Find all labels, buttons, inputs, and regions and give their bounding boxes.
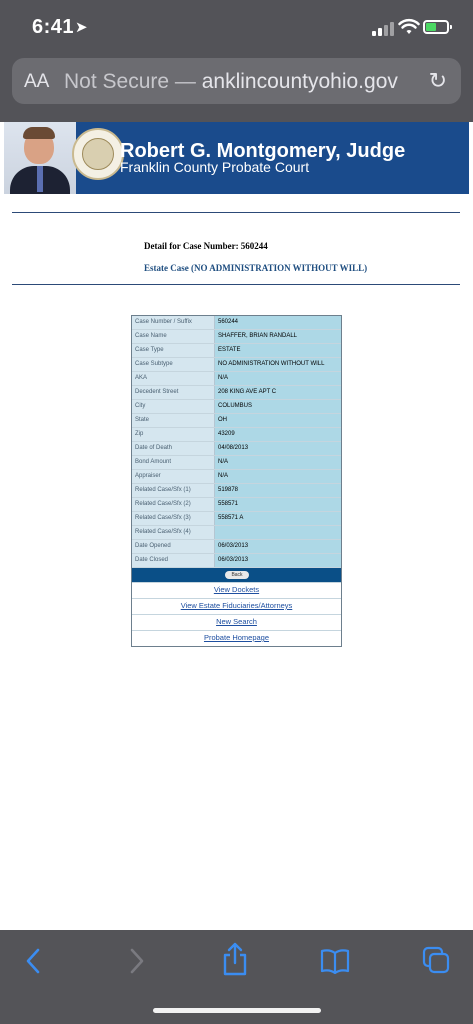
field-value: 208 KING AVE APT C: [215, 386, 341, 399]
field-label: Zip: [132, 428, 215, 441]
table-row: [132, 358, 341, 372]
view-dockets-link[interactable]: View Dockets: [132, 582, 341, 598]
table-row: [132, 484, 341, 498]
new-search-link[interactable]: New Search: [132, 614, 341, 630]
field-value: N/A: [215, 470, 341, 483]
field-value: N/A: [215, 372, 341, 385]
table-row: [132, 414, 341, 428]
field-label: Case Name: [132, 330, 215, 343]
url-text[interactable]: [64, 70, 398, 94]
table-row: [132, 526, 341, 540]
table-row: [132, 344, 341, 358]
field-label: Case Type: [132, 344, 215, 357]
field-label: Decedent Street: [132, 386, 215, 399]
field-value: 06/03/2013: [215, 540, 341, 553]
case-detail-heading: Detail for Case Number: 560244: [144, 241, 268, 251]
field-label: Case Number / Suffix: [132, 316, 215, 329]
case-details-table: [131, 315, 342, 647]
field-value: NO ADMINISTRATION WITHOUT WILL: [215, 358, 341, 371]
table-row: [132, 442, 341, 456]
judge-title: Robert G. Montgomery, Judge: [120, 140, 406, 162]
field-label: Date Opened: [132, 540, 215, 553]
reader-options-button[interactable]: AA: [24, 71, 50, 92]
field-label: AKA: [132, 372, 215, 385]
field-value: [215, 526, 341, 539]
field-value: COLUMBUS: [215, 400, 341, 413]
field-value: 519878: [215, 484, 341, 497]
field-value: 558571 A: [215, 512, 341, 525]
court-banner: [4, 122, 469, 194]
tabs-icon[interactable]: [422, 946, 450, 974]
judge-photo: [4, 122, 76, 194]
case-type-heading: Estate Case (NO ADMINISTRATION WITHOUT WILL): [144, 263, 368, 273]
field-value: ESTATE: [215, 344, 341, 357]
home-indicator: [153, 1008, 321, 1013]
book-icon[interactable]: [320, 948, 350, 974]
field-label: Related Case/Sfx (3): [132, 512, 215, 525]
table-row: [132, 456, 341, 470]
back-row: [132, 568, 341, 582]
share-icon[interactable]: [222, 942, 248, 976]
field-value: OH: [215, 414, 341, 427]
table-row: [132, 316, 341, 330]
battery-charging-icon: [423, 20, 449, 34]
table-row: [132, 470, 341, 484]
court-subtitle: Franklin County Probate Court: [120, 159, 310, 175]
field-value: 43209: [215, 428, 341, 441]
divider: [12, 212, 460, 213]
back-button[interactable]: Back: [225, 571, 249, 579]
browser-chrome: [0, 0, 473, 122]
field-label: Related Case/Sfx (4): [132, 526, 215, 539]
view-fiduciaries-link[interactable]: View Estate Fiduciaries/Attorneys: [132, 598, 341, 614]
county-seal-logo: [72, 128, 124, 180]
table-row: [132, 386, 341, 400]
field-value: N/A: [215, 456, 341, 469]
table-row: [132, 428, 341, 442]
cellular-signal-icon: [372, 22, 396, 36]
address-bar[interactable]: [12, 58, 461, 104]
not-secure-label: Not Secure —: [64, 70, 196, 93]
table-row: [132, 512, 341, 526]
field-label: Related Case/Sfx (2): [132, 498, 215, 511]
field-label: City: [132, 400, 215, 413]
field-value: 04/08/2013: [215, 442, 341, 455]
clock: 6:41: [32, 16, 75, 38]
field-value: 06/03/2013: [215, 554, 341, 567]
field-label: Related Case/Sfx (1): [132, 484, 215, 497]
table-row: [132, 330, 341, 344]
status-bar: [0, 0, 473, 52]
field-label: Case Subtype: [132, 358, 215, 371]
field-label: Date Closed: [132, 554, 215, 567]
table-row: [132, 554, 341, 568]
location-arrow-icon: ➤: [75, 19, 88, 36]
probate-homepage-link[interactable]: Probate Homepage: [132, 630, 341, 646]
field-label: Appraiser: [132, 470, 215, 483]
field-label: Date of Death: [132, 442, 215, 455]
field-label: Bond Amount: [132, 456, 215, 469]
chevron-left-icon[interactable]: [24, 946, 44, 976]
table-row: [132, 540, 341, 554]
chevron-right-icon[interactable]: [126, 946, 146, 976]
field-value: 558571: [215, 498, 341, 511]
field-value: SHAFFER, BRIAN RANDALL: [215, 330, 341, 343]
domain-label: anklincountyohio.gov: [201, 70, 398, 93]
table-row: [132, 400, 341, 414]
table-row: [132, 372, 341, 386]
reload-icon[interactable]: ↻: [428, 68, 447, 93]
divider: [12, 284, 460, 285]
field-value: 560244: [215, 316, 341, 329]
field-label: State: [132, 414, 215, 427]
wifi-icon: [398, 18, 420, 36]
table-row: [132, 498, 341, 512]
